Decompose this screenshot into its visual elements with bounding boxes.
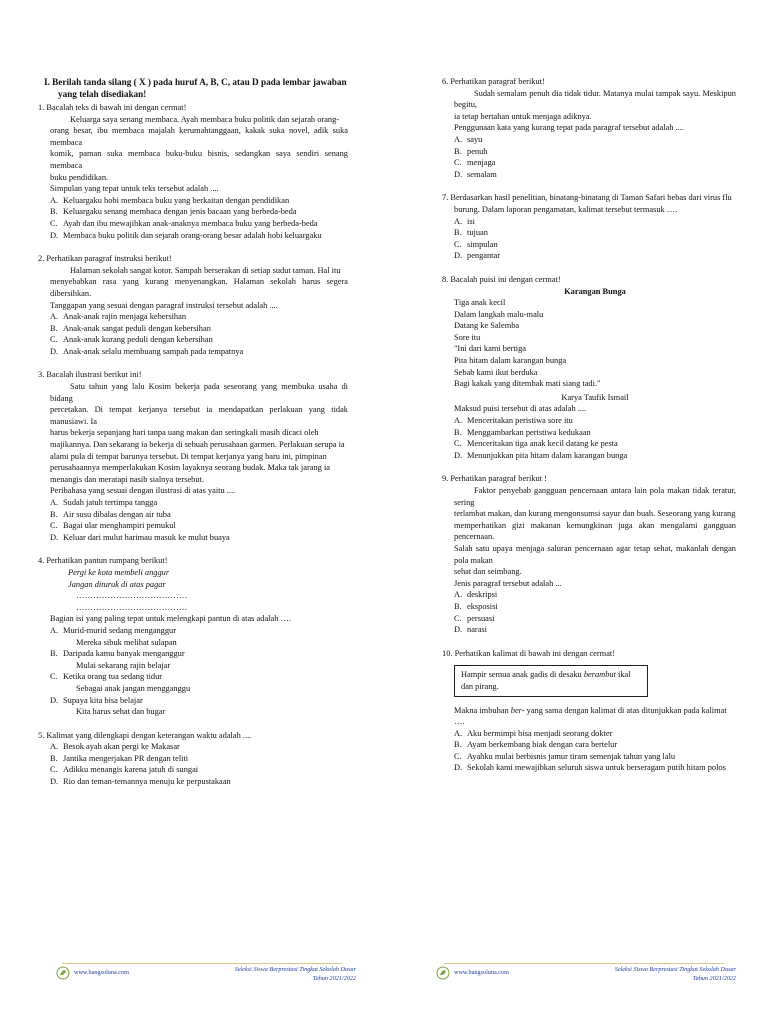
option-b[interactable]: B. Jantika mengerjakan PR dengan teliti — [50, 753, 189, 763]
option-a[interactable]: A. Besok ayah akan pergi ke Makasar — [50, 742, 180, 752]
option-a[interactable]: A. Keluargaku hobi membaca buku yang berkaitan dengan pendidikan — [50, 195, 290, 205]
footer-title: Seleksi Siswa Berprestasi Tingkat Sekolah Dasar — [614, 966, 736, 973]
footer-left — [56, 966, 356, 988]
poem-line: Sebab kami ikut berduka — [454, 367, 538, 377]
option-c[interactable]: C. Ayahku mulai berbisnis jamur tiram semenjak tahun yang lalu — [454, 751, 676, 761]
question-prompt: Jenis paragraf tersebut adalah ... — [454, 578, 562, 588]
question-prompt: Bagian isi yang paling tepat untuk melengkapi pantun di atas adalah …. — [50, 614, 291, 624]
option-c-line2: Sebagai anak jangan mengganggu — [76, 683, 191, 693]
option-c[interactable]: C. Anak-anak kurang peduli dengan kebersihan — [50, 335, 213, 345]
leaf-logo-icon — [56, 966, 70, 980]
question-stem: 6. Perhatikan paragraf berikut! — [442, 77, 545, 86]
option-b[interactable]: B. penuh — [454, 146, 488, 156]
option-d[interactable]: D. Membaca buku politik dan sejarah orang-orang besar adalah hobi keluargaku — [50, 230, 322, 240]
footer-rule-right — [444, 963, 724, 964]
poem-title: Karangan Bunga — [564, 286, 626, 296]
option-d[interactable]: D. Sekolah kami mewajibkan seluruh siswa untuk berseragam putih hitam polos — [454, 763, 726, 773]
question-paragraph: Halaman sekolah sangat kotor. Sampah berserakan di setiap sudut taman. Hal itu menyebabkan rasa yang kurang menyenangkan. Halaman sekolah harus segera dibersihkan. — [50, 265, 348, 298]
blank-line: ………………………………… — [76, 591, 188, 601]
question-9 — [440, 473, 736, 635]
question-paragraph: Faktor penyebab gangguan pencernaan antara lain pola makan tidak teratur, sering terlambat makan, dan kurang mengonsumsi sayur dan buah. Seseorang yang kurang memperhatikan gizi makanan kemungkinan juga akan mengalami gangguan pencernaan. Salah satu upaya menjaga saluran pencernaan agar tetap sehat, makanlah dengan pola makan sehat dan seimbang. — [454, 486, 736, 577]
question-stem: 1. Bacalah teks di bawah ini dengan cermat! — [38, 103, 187, 112]
pantun-line: Pergi ke kota membeli anggur — [68, 567, 170, 577]
section-number: I. — [44, 77, 50, 87]
question-2 — [36, 253, 348, 357]
question-6 — [440, 76, 736, 180]
option-d[interactable]: D. Keluar dari mulut harimau masuk ke mulut buaya — [50, 532, 230, 542]
example-sentence-box: Hampir semua anak gadis di desaku berambut ikal dan pirang. — [454, 665, 648, 696]
page-left-content — [36, 76, 348, 800]
option-d[interactable]: D. narasi — [454, 625, 487, 635]
blank-line: ………………………………… — [76, 602, 188, 612]
option-b[interactable]: B. eksposisi — [454, 601, 498, 611]
poem-line: Tiga anak kecil — [454, 298, 506, 308]
question-stem: 3. Bacalah ilustrasi berikut ini! — [38, 370, 142, 380]
footer-year: Tahun 2021/2022 — [692, 975, 736, 982]
option-c[interactable]: C. simpulan — [454, 239, 498, 249]
section-title — [36, 76, 348, 100]
option-a[interactable]: A. Aku bermimpi bisa menjadi seorang dokter — [454, 728, 613, 738]
option-d-line2: Kita harus sehat dan bugar — [76, 707, 166, 717]
option-c[interactable]: C. Menceritakan tiga anak kecil datang ke pesta — [454, 439, 618, 449]
option-a[interactable]: A. isi — [454, 216, 475, 226]
option-c[interactable]: C. menjaga — [454, 158, 496, 168]
option-b[interactable]: B. Daripada kamu banyak menganggur — [50, 649, 185, 659]
section-instruction: Berilah tanda silang ( X ) pada huruf A, B, C, atau D pada lembar jawaban yang telah disediakan! — [52, 77, 347, 99]
question-1 — [36, 102, 348, 241]
question-stem: 7. Berdasarkan hasil penelitian, binatang-binatang di Taman Safari bebas dari virus flu burung. Dalam laporan pengamatan, kalimat tersebut termasuk …. — [442, 193, 732, 214]
option-b[interactable]: B. Ayam berkembang biak dengan cara bertelur — [454, 740, 618, 750]
footer-right — [436, 966, 736, 988]
question-prompt: Peribahasa yang sesuai dengan ilustrasi di atas yaitu .... — [50, 486, 236, 496]
option-c[interactable]: C. Bagai ular menghampiri pemukul — [50, 521, 176, 531]
option-a[interactable]: A. sayu — [454, 134, 483, 144]
footer-url[interactable]: www.bangsoluna.com — [74, 969, 129, 976]
poem-line: Datang ke Salemba — [454, 321, 520, 331]
question-stem: 9. Perhatikan paragraf berikut ! — [442, 474, 547, 484]
option-a[interactable]: A. deskripsi — [454, 590, 498, 600]
question-prompt: Maksud puisi tersebut di atas adalah .... — [454, 404, 587, 414]
question-prompt: Tanggapan yang sesuai dengan paragraf instruksi tersebut adalah .... — [50, 300, 278, 310]
question-stem: 10. Perhatikan kalimat di bawah ini dengan cermat! — [442, 648, 616, 658]
poem-line: Dalam langkah malu-malu — [454, 309, 544, 319]
poem-line: "Ini dari kami bertiga — [454, 344, 527, 354]
option-c[interactable]: C. Ketika orang tua sedang tidur — [50, 672, 163, 682]
question-stem: 4. Perhatikan pantun rumpang berikut! — [38, 556, 168, 566]
poem-author: Karya Taufik Ismail — [561, 392, 629, 402]
option-c[interactable]: C. Ayah dan ibu mewajibkan anak-anaknya membaca buku yang berbeda-beda — [50, 218, 318, 228]
poem-line: Bagi kakak yang ditembak mati siang tadi." — [454, 379, 601, 389]
option-b[interactable]: B. Anak-anak sangat peduli dengan kebersihan — [50, 323, 211, 333]
poem-line: Pita hitam dalam karangan bunga — [454, 356, 567, 366]
option-a[interactable]: A. Menceritakan peristiwa sore itu — [454, 416, 573, 426]
question-prompt: Penggunaan kata yang kurang tepat pada paragraf tersebut adalah .... — [454, 123, 684, 133]
footer-rule-left — [62, 963, 342, 964]
option-b[interactable]: B. tujuan — [454, 228, 488, 238]
question-prompt: Simpulan yang tepat untuk teks tersebut adalah .... — [50, 184, 219, 194]
footer-year: Tahun 2021/2022 — [312, 975, 356, 982]
option-d[interactable]: D. pengantar — [454, 251, 501, 261]
question-7 — [440, 192, 736, 262]
footer-title: Seleksi Siswa Berprestasi Tingkat Sekolah Dasar — [234, 966, 356, 973]
option-b[interactable]: B. Keluargaku senang membaca dengan jenis bacaan yang berbeda-beda — [50, 207, 297, 217]
option-a[interactable]: A. Murid-murid sedang menganggur — [50, 625, 177, 635]
question-4 — [36, 555, 348, 717]
option-d[interactable]: D. Anak-anak selalu membuang sampah pada tempatnya — [50, 346, 244, 356]
poem — [440, 286, 736, 404]
question-paragraph: Keluarga saya senang membaca. Ayah membaca buku politik dan sejarah orang- orang besar, ibu membaca majalah kerumahtanggaan, kakak suka novel, adik suka membaca komik, paman suka membaca buku-buku bisnis, sedangkan saya sendiri senang membaca buku pendidikan. — [50, 114, 348, 182]
option-a[interactable]: A. Anak-anak rajin menjaga kebersihan — [50, 312, 187, 322]
option-b-line2: Mulai sekarang rajin belajar — [76, 660, 171, 670]
option-c[interactable]: C. persuasi — [454, 613, 495, 623]
option-b[interactable]: B. Air susu dibalas dengan air tuba — [50, 509, 171, 519]
option-d[interactable]: D. Rio dan teman-temannya menuju ke perpustakaan — [50, 777, 231, 787]
page-right-content — [440, 76, 736, 786]
question-stem: 5. Kalimat yang dilengkapi dengan keterangan waktu adalah .... — [38, 730, 252, 740]
option-d[interactable]: D. Menunjukkan pita hitam dalam karangan bunga — [454, 450, 628, 460]
page-right — [384, 0, 768, 1024]
question-5 — [36, 730, 348, 788]
option-a-line2: Mereka sibuk melihat sulapan — [76, 637, 177, 647]
question-3 — [36, 369, 348, 543]
question-prompt: Makna imbuhan ber- yang sama dengan kalimat di atas ditunjukkan pada kalimat …. — [454, 705, 727, 727]
question-paragraph: Sudah semalam penuh dia tidak tidur. Matanya mulai tampak sayu. Meskipun begitu, ia tetap bertahan untuk menjaga adiknya. — [454, 88, 736, 121]
question-8 — [440, 274, 736, 462]
question-paragraph: Satu tahun yang lalu Kosim bekerja pada seseorang yang membuka usaha di bidang percetakan. Di tempat kerjanya tersebut ia mendapatkan perlakuan yang tidak manusiawi. Ia harus bekerja sepanjang hari tanpa uang makan dan seringkali masih dicaci oleh majikannya. Dan sekarang ia bekerja di sebuah perusahaan garmen. Perlakuan serupa ia alami pula di tempat barunya tersebut. Di tempat kerjanya yang baru ini, pimpinan perusahaannya memperlakukan Kosim layaknya seorang budak. Maka tak jarang ia menangis dan meratapi nasib sialnya tersebut. — [50, 382, 348, 484]
leaf-logo-icon — [436, 966, 450, 980]
poem-line: Sore itu — [454, 332, 481, 342]
option-c[interactable]: C. Adikku menangis karena jatuh di sungai — [50, 765, 199, 775]
question-10 — [440, 648, 736, 774]
option-d[interactable]: D. Supaya kita bisa belajar — [50, 695, 143, 705]
option-b[interactable]: B. Menggambarkan peristiwa kedukaan — [454, 427, 591, 437]
question-stem: 2. Perhatikan paragraf instruksi berikut! — [38, 254, 172, 264]
question-stem: 8. Bacalah puisi ini dengan cermat! — [442, 274, 561, 284]
option-a[interactable]: A. Sudah jatuh tertimpa tangga — [50, 498, 158, 507]
option-d[interactable]: D. semalam — [454, 169, 497, 179]
footer-url[interactable]: www.bangsoluna.com — [454, 969, 509, 976]
pantun-line: Jangan dituruk di atas pagar — [68, 579, 166, 589]
